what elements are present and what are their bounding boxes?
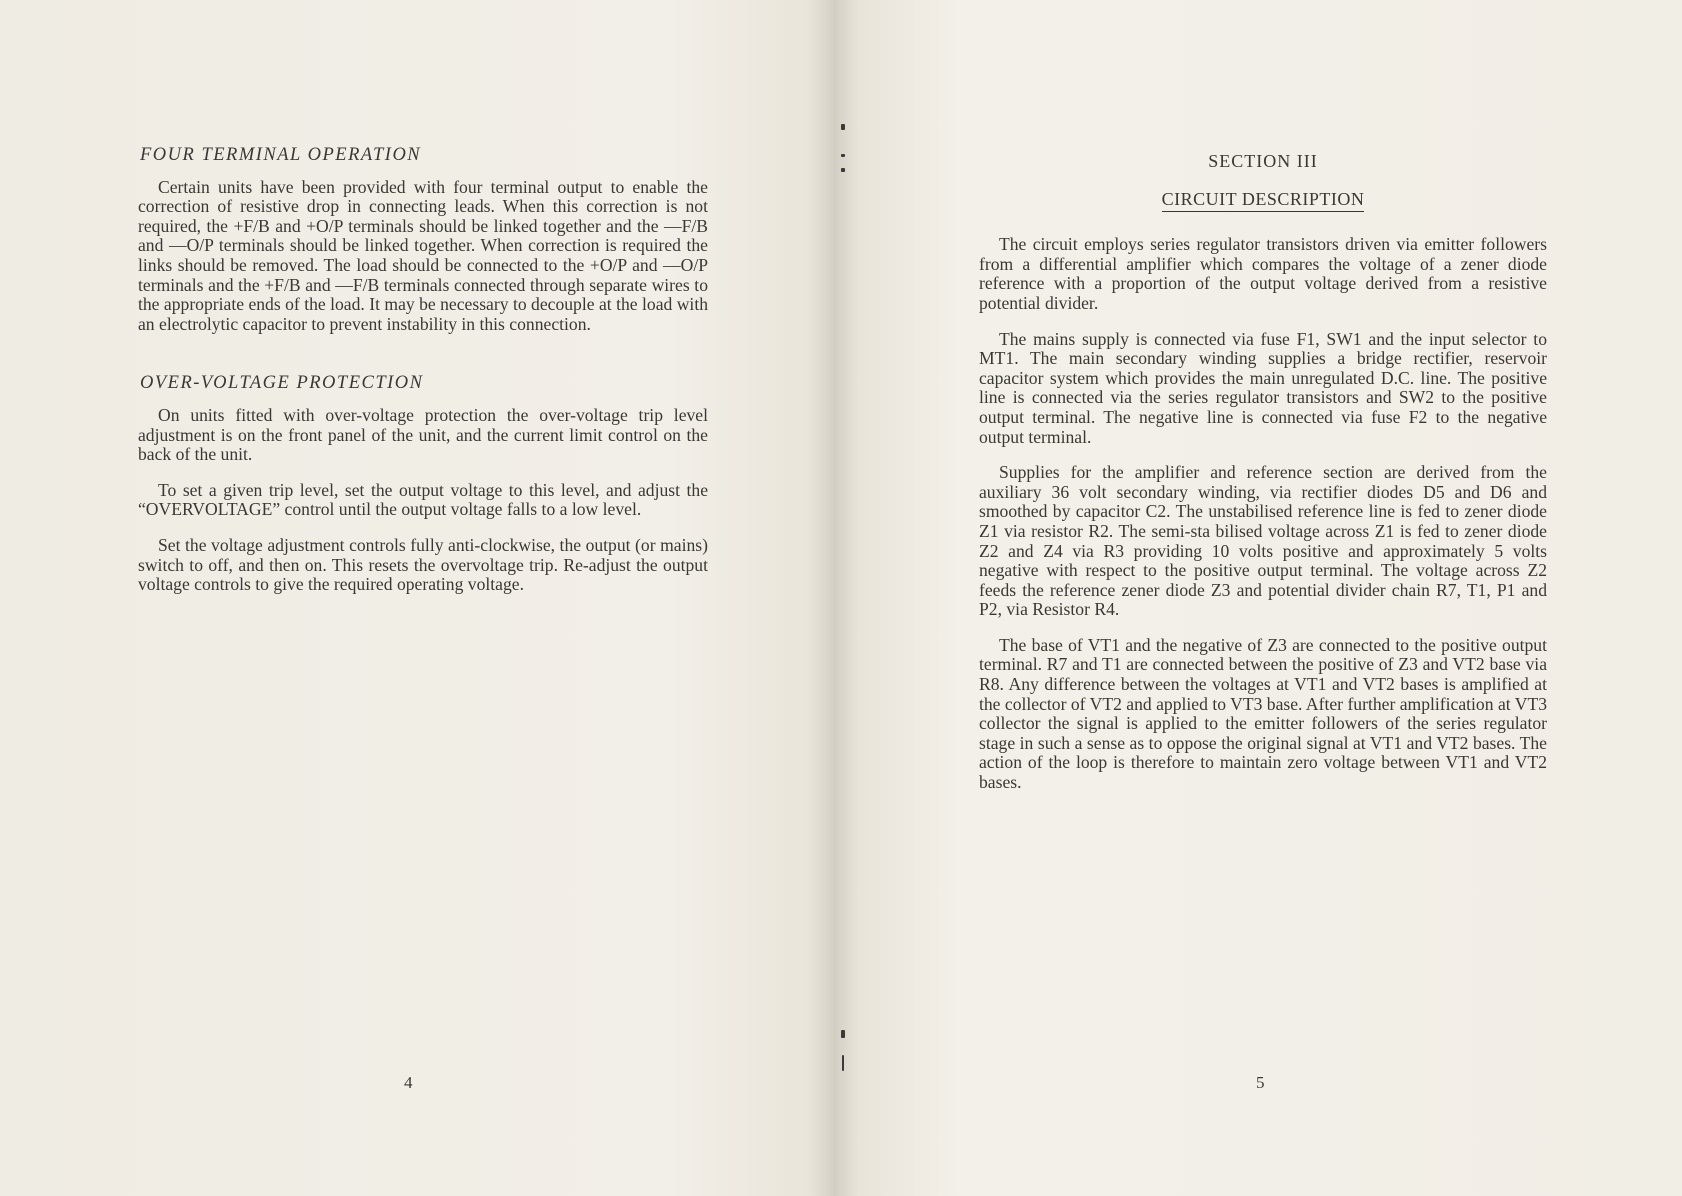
paragraph: The circuit employs series regulator transistors driven via emitter followers from a differential amplifier which compares the voltage of a zener diode reference with a proportion of the output voltage derived from a resistive potential divider. [979, 234, 1547, 313]
paragraph: To set a given trip level, set the output voltage to this level, and adjust the “OVERVOLTAGE” control until the output voltage falls to a low level. [138, 479, 708, 520]
right-page-text [979, 152, 1547, 809]
paragraph: Certain units have been provided with four terminal output to enable the correction of resistive drop in connecting leads. When this correction is not required, the +F/B and +O/P terminals should be linked together and the —F/B and —O/P terminals should be linked together. When correction is required the links should be removed. The load should be connected to the +O/P and —O/P terminals and the +F/B and —F/B terminals connected through separate wires to the appropriate ends of the load. It may be necessary to decouple at the load with an electrolytic capacitor to prevent instability in this connection. [138, 176, 708, 334]
section-title-text: CIRCUIT DESCRIPTION [1162, 189, 1365, 212]
paragraph: The base of VT1 and the negative of Z3 are connected to the positive output terminal. R7 and T1 are connected between the positive of Z3 and VT2 base via R8. Any difference between the voltages at VT1 and VT2 bases is amplified at the collector of VT2 and applied to VT3 base. After further amplification at VT3 collector the signal is applied to the emitter followers of the series regulator stage in such a sense as to oppose the original signal at VT1 and VT2 bases. The action of the loop is therefore to maintain zero voltage between VT1 and VT2 bases. [979, 634, 1547, 793]
binding-staple-marks [838, 0, 850, 1196]
heading-four-terminal-operation: FOUR TERMINAL OPERATION [140, 145, 422, 165]
paragraph: The mains supply is connected via fuse F1, SW1 and the input selector to MT1. The main secondary winding supplies a bridge rectifier, reservoir capacitor system which provides the main unregulated D.C. line. The positive line is connected via the series regulator transistors and SW2 to the positive output terminal. The negative line is connected via fuse F2 to the negative output terminal. [979, 328, 1547, 447]
section-title [979, 190, 1547, 210]
left-page-text [138, 146, 708, 611]
paragraph: Supplies for the amplifier and reference section are derived from the auxiliary 36 volt secondary winding, via rectifier diodes D5 and D6 and smoothed by capacitor C2. The unstabilised reference line is fed to zener diode Z1 via resistor R2. The semi-sta bilised voltage across Z1 is fed to zener diode Z2 and Z4 via R3 providing 10 volts positive and approximately 5 volts negative with respect to the positive output terminal. The voltage across Z2 feeds the reference zener diode Z3 and potential divider chain R7, T1, P1 and P2, via Resistor R4. [979, 462, 1547, 620]
heading-over-voltage-protection: OVER-VOLTAGE PROTECTION [140, 373, 424, 394]
section-number: SECTION III [1208, 151, 1318, 171]
paragraph: On units fitted with over-voltage protection the over-voltage trip level adjustment is on the front panel of the unit, and the current limit control on the back of the unit. [138, 404, 708, 465]
paragraph: Set the voltage adjustment controls fully anti-clockwise, the output (or mains) switch to off, and then on. This resets the overvoltage trip. Re-adjust the output voltage controls to give the required operating voltage. [138, 534, 708, 595]
page-number-right: 5 [1256, 1073, 1265, 1092]
left-page [0, 0, 833, 1196]
page-number-left: 4 [404, 1073, 413, 1092]
